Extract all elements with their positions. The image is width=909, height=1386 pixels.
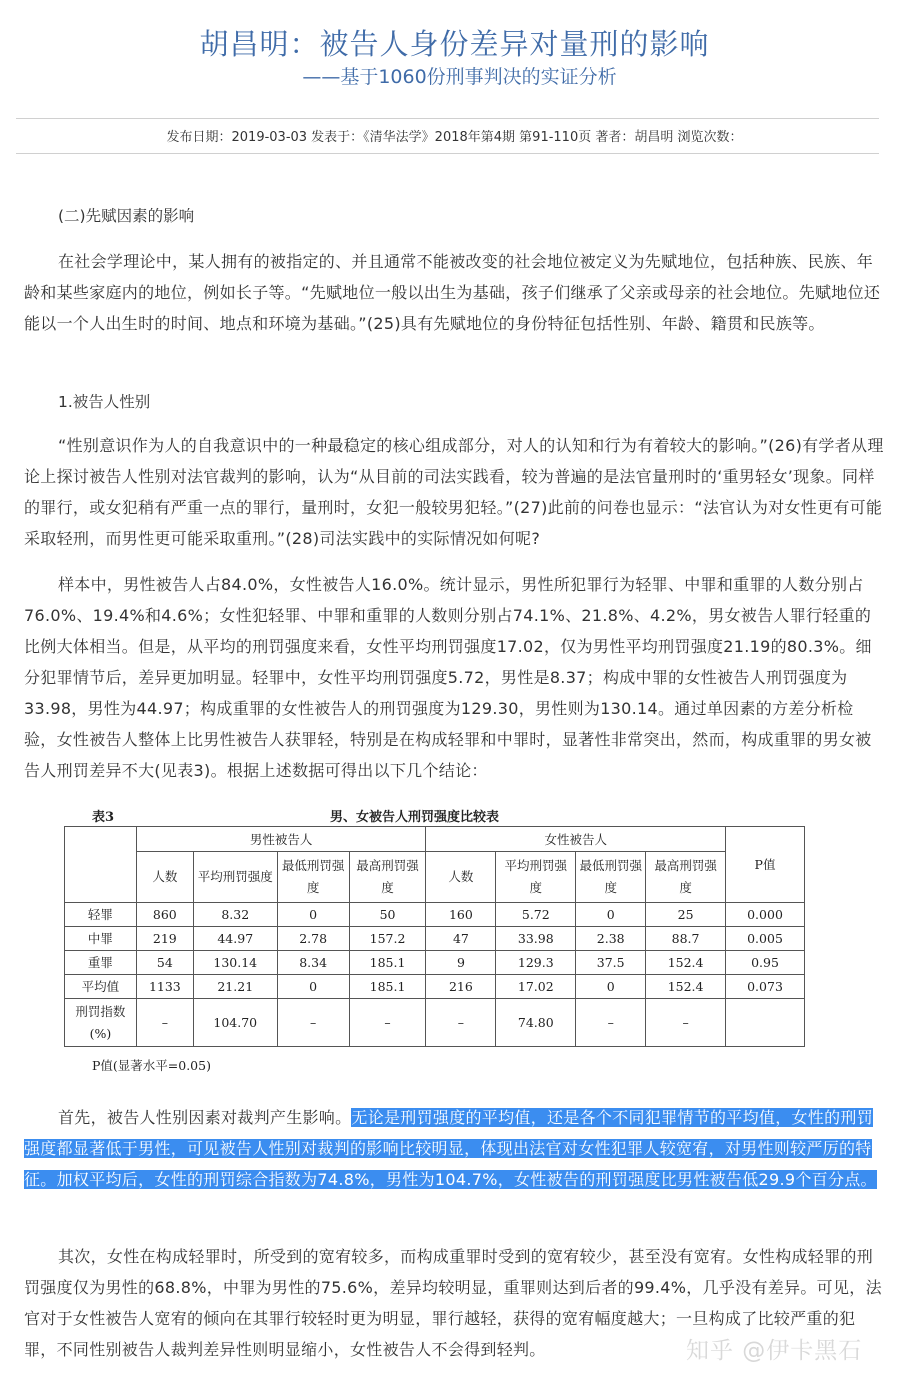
subheader-avg-female: 平均刑罚强度 xyxy=(496,852,576,903)
table-cell: 219 xyxy=(136,927,193,951)
sub-heading-gender: 1.被告人性别 xyxy=(58,393,151,411)
table-cell: 17.02 xyxy=(496,975,576,999)
row-label: 轻罪 xyxy=(65,903,137,927)
table-cell: 0.95 xyxy=(726,951,805,975)
row-label: 刑罚指数(%) xyxy=(65,999,137,1047)
row-label: 重罪 xyxy=(65,951,137,975)
selected-text-highlight[interactable]: 无论是刑罚强度的平均值，还是各个不同犯罪情节的平均值，女性的刑罚强度都显著低于男性，可见被告人性别对裁判的影响比较明显，体现出法官对女性犯罪人较宽宥，对男性则较严厉的特征。加权平均后，女性的刑罚综合指数为74.8%，男性为104.7%，女性被告的刑罚强度比男性被告低29.9个百分点。 xyxy=(24,1108,877,1189)
table-row xyxy=(65,927,805,951)
table-cell: 54 xyxy=(136,951,193,975)
table-cell: 130.14 xyxy=(193,951,277,975)
subheader-avg-male: 平均刑罚强度 xyxy=(193,852,277,903)
article-subtitle: ——基于1060份刑事判决的实证分析 xyxy=(302,66,617,88)
table-caption: 男、女被告人刑罚强度比较表 xyxy=(330,810,500,825)
table-cell: 5.72 xyxy=(496,903,576,927)
table-cell: 8.32 xyxy=(193,903,277,927)
table-cell: 129.3 xyxy=(496,951,576,975)
paragraph-3: 样本中，男性被告人占84.0%，女性被告人16.0%。统计显示，男性所犯罪行为轻罪、中罪和重罪的人数分别占76.0%、19.4%和4.6%；女性犯轻罪、中罪和重罪的人数则分别占74.1%、21.8%、4.2%，男女被告人罪行轻重的比例大体相当。但是，从平均的刑罚强度来看，女性平均刑罚强度17.02，仅为男性平均刑罚强度21.19的80.3%。细分犯罪情节后，差异更加明显。轻罪中，女性平均刑罚强度5.72，男性是8.37；构成中罪的女性被告人刑罚强度为33.98，男性为44.97；构成重罪的女性被告人的刑罚强度为129.30，男性则为130.14。通过单因素的方差分析检验，女性被告人整体上比男性被告人获罪轻，特别是在构成轻罪和中罪时，显著性非常突出，然而，构成重罪的男女被告人刑罚差异不大(见表3)。根据上述数据可得出以下几个结论： xyxy=(24,575,872,780)
table-cell: 88.7 xyxy=(646,927,726,951)
subheader-max-female: 最高刑罚强度 xyxy=(646,852,726,903)
gender-sentencing-table xyxy=(64,826,805,1047)
table-corner-cell xyxy=(65,827,137,903)
paragraph-4 xyxy=(24,1102,886,1195)
subheader-max-male: 最高刑罚强度 xyxy=(349,852,426,903)
table-cell: 0.073 xyxy=(726,975,805,999)
table-cell: – xyxy=(136,999,193,1047)
table-note: P值(显著水平=0.05) xyxy=(92,1058,211,1073)
header-female-defendants: 女性被告人 xyxy=(426,827,726,852)
article-title: 胡昌明：被告人身份差异对量刑的影响 xyxy=(199,27,710,61)
table-cell: – xyxy=(349,999,426,1047)
table-cell: 152.4 xyxy=(646,975,726,999)
table-label: 表3 xyxy=(92,810,115,825)
subheader-count-male: 人数 xyxy=(136,852,193,903)
table-cell: 33.98 xyxy=(496,927,576,951)
header-male-defendants: 男性被告人 xyxy=(136,827,426,852)
table-cell: 185.1 xyxy=(349,951,426,975)
table-cell: 74.80 xyxy=(496,999,576,1047)
table-cell: 9 xyxy=(426,951,496,975)
table-cell: 860 xyxy=(136,903,193,927)
table-cell: 37.5 xyxy=(576,951,646,975)
table-cell: 47 xyxy=(426,927,496,951)
paragraph-1: 在社会学理论中，某人拥有的被指定的、并且通常不能被改变的社会地位被定义为先赋地位，包括种族、民族、年龄和某些家庭内的地位，例如长子等。“先赋地位一般以出生为基础，孩子们继承了父亲或母亲的社会地位。先赋地位还能以一个人出生时的时间、地点和环境为基础。”(25)具有先赋地位的身份特征包括性别、年龄、籍贯和民族等。 xyxy=(24,252,881,333)
table-cell: 216 xyxy=(426,975,496,999)
table-row xyxy=(65,951,805,975)
section-heading: (二)先赋因素的影响 xyxy=(58,207,195,225)
zhihu-watermark: 知乎 @伊卡黑石 xyxy=(686,1338,863,1364)
divider-bottom xyxy=(16,153,879,154)
table-cell: – xyxy=(277,999,349,1047)
table-row xyxy=(65,975,805,999)
table-cell: 1133 xyxy=(136,975,193,999)
header-p-value: P值 xyxy=(726,827,805,903)
subheader-count-female: 人数 xyxy=(426,852,496,903)
table-cell: 0.000 xyxy=(726,903,805,927)
subheader-min-male: 最低刑罚强度 xyxy=(277,852,349,903)
row-label: 中罪 xyxy=(65,927,137,951)
table-cell: 0 xyxy=(277,975,349,999)
table-cell: 44.97 xyxy=(193,927,277,951)
table-cell: 0 xyxy=(576,975,646,999)
table-cell xyxy=(726,999,805,1047)
table-cell: 0 xyxy=(277,903,349,927)
table-cell: 8.34 xyxy=(277,951,349,975)
subheader-min-female: 最低刑罚强度 xyxy=(576,852,646,903)
table-cell: 25 xyxy=(646,903,726,927)
table-cell: 21.21 xyxy=(193,975,277,999)
divider-top xyxy=(16,118,879,119)
table-cell: 0.005 xyxy=(726,927,805,951)
table-cell: 2.38 xyxy=(576,927,646,951)
table-cell: – xyxy=(646,999,726,1047)
table-row xyxy=(65,999,805,1047)
table-cell: 50 xyxy=(349,903,426,927)
table-cell: 160 xyxy=(426,903,496,927)
table-cell: 152.4 xyxy=(646,951,726,975)
table-cell: – xyxy=(426,999,496,1047)
paragraph-4-plain: 首先，被告人性别因素对裁判产生影响。 xyxy=(58,1108,352,1127)
table-cell: 0 xyxy=(576,903,646,927)
table-cell: 2.78 xyxy=(277,927,349,951)
table-cell: 104.70 xyxy=(193,999,277,1047)
article-meta: 发布日期：2019-03-03 发表于：《清华法学》2018年第4期 第91-110页 著者：胡昌明 浏览次数： xyxy=(166,130,743,145)
paragraph-5: 其次，女性在构成轻罪时，所受到的宽宥较多，而构成重罪时受到的宽宥较少，甚至没有宽宥。女性构成轻罪的刑罚强度仅为男性的68.8%，中罪为男性的75.6%，差异均较明显，重罪则达到后者的99.4%，几乎没有差异。可见，法官对于女性被告人宽宥的倾向在其罪行较轻时更为明显，罪行越轻，获得的宽宥幅度越大；一旦构成了比较严重的犯罪，不同性别被告人裁判差异性则明显缩小，女性被告人不会得到轻判。 xyxy=(24,1247,882,1359)
table-cell: – xyxy=(576,999,646,1047)
paragraph-2: “性别意识作为人的自我意识中的一种最稳定的核心组成部分，对人的认知和行为有着较大的影响。”(26)有学者从理论上探讨被告人性别对法官裁判的影响，认为“从目前的司法实践看，较为普遍的是法官量刑时的‘重男轻女’现象。同样的罪行，或女犯稍有严重一点的罪行，量刑时，女犯一般较男犯轻。”(27)此前的问卷也显示：“法官认为对女性更有可能采取轻刑，而男性更可能采取重刑。”(28)司法实践中的实际情况如何呢? xyxy=(24,436,884,548)
row-label: 平均值 xyxy=(65,975,137,999)
table-cell: 185.1 xyxy=(349,975,426,999)
table-cell: 157.2 xyxy=(349,927,426,951)
table-row xyxy=(65,903,805,927)
